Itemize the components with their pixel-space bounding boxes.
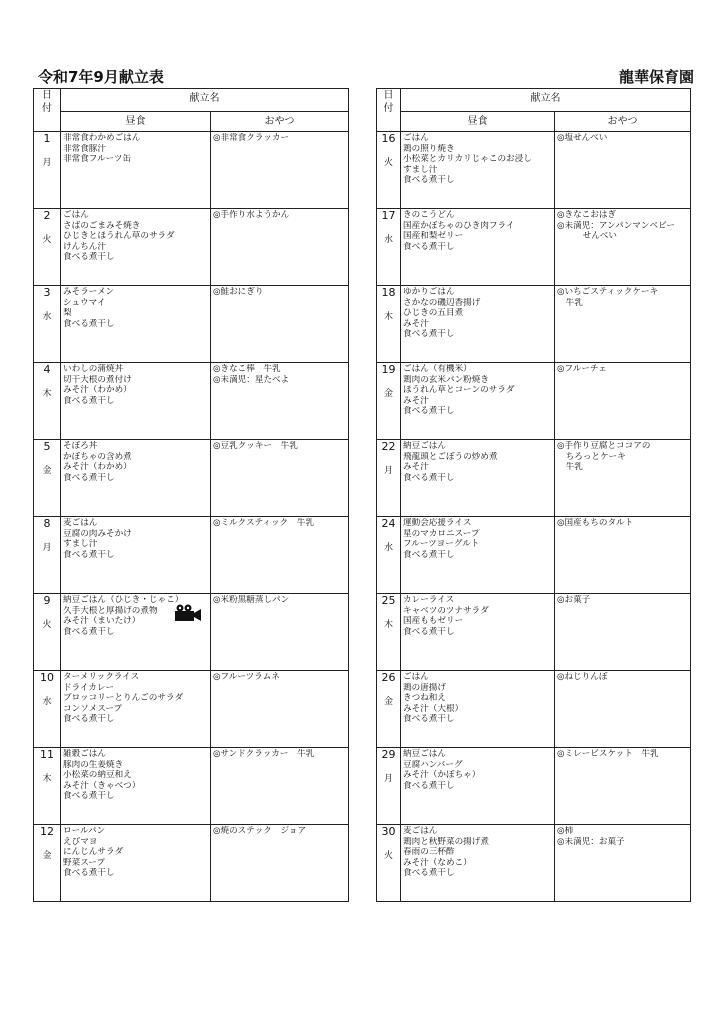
day-of-week: 金 [42,851,52,861]
lunch-item: 食べる煮干し [403,626,455,637]
lunch-item: みそ汁（わかめ） [63,462,132,473]
date-number: 16 [381,132,396,145]
date-number: 24 [381,517,396,530]
lunch-item: ひじきとほうれん草のサラダ [63,231,175,242]
snack-item: ◎塩せんべい [557,133,608,143]
lunch-cell [61,825,211,902]
snack-cell [211,517,349,594]
lunch-item: かぼちゃの含め煮 [63,451,132,462]
table-row [34,363,349,440]
menu-table-left [33,88,349,902]
date-number: 26 [381,671,396,684]
snack-cell [211,594,349,671]
date-number: 1 [43,132,51,145]
date-number: 30 [381,825,396,838]
date-number: 29 [381,748,396,761]
lunch-cell [61,363,211,440]
lunch-item: 納豆ごはん [403,749,446,759]
date-number: 9 [43,594,51,607]
date-cell [377,517,401,594]
date-cell [34,748,61,825]
day-of-week: 水 [42,312,52,322]
lunch-item: 食べる煮干し [63,791,115,802]
lunch-cell [401,594,555,671]
date-number: 22 [381,440,396,453]
day-of-week: 木 [42,774,52,784]
day-of-week: 金 [383,697,393,707]
day-of-week: 火 [42,235,52,245]
lunch-item: 豆腐の肉みそかけ [63,528,132,539]
day-of-week: 火 [42,620,52,630]
lunch-item: 非常食フルーツ缶 [63,154,132,165]
day-of-week: 水 [383,543,393,553]
lunch-item: さかなの磯辺香揚げ [403,297,481,308]
snack-item: 牛乳 [557,462,583,473]
day-of-week: 水 [383,235,393,245]
lunch-cell [401,440,555,517]
header-date-line1: 日 [42,90,52,101]
date-cell [34,363,61,440]
date-cell [34,286,61,363]
lunch-item: すまし汁 [63,539,98,550]
lunch-item: きつね和え [403,693,446,704]
lunch-item: 麦ごはん [403,826,438,836]
day-of-week: 月 [383,774,393,784]
snack-item: ◎未満児：お菓子 [557,836,625,847]
snack-cell [555,132,691,209]
table-row [377,132,691,209]
header-date-line2: 付 [42,103,52,114]
table-row [377,363,691,440]
table-row [377,594,691,671]
date-cell [34,440,61,517]
table-row [34,517,349,594]
day-of-week: 月 [42,158,52,168]
lunch-item: 飛龍頭とごぼうの炒め煮 [403,451,498,462]
lunch-item: みそ汁（大根） [403,703,464,714]
lunch-item: 麦ごはん [63,518,98,528]
day-of-week: 木 [383,312,393,322]
lunch-item: いわしの蒲焼丼 [63,364,124,374]
date-number: 4 [43,363,51,376]
date-cell [34,594,61,671]
snack-item: ◎手作り豆腐とココアの [557,441,651,451]
lunch-cell [61,209,211,286]
date-number: 18 [381,286,396,299]
lunch-item: みそ汁（わかめ） [63,385,132,396]
lunch-item: みそ汁（まいたけ） [63,616,141,627]
lunch-item: 雑穀ごはん [63,749,106,759]
header-snack: おやつ [555,112,691,132]
day-of-week: 火 [383,851,393,861]
lunch-item: キャベツのツナサラダ [403,605,489,616]
lunch-item: ブロッコリーとりんごのサラダ [63,693,184,704]
lunch-item: 食べる煮干し [403,241,455,252]
date-cell [34,825,61,902]
snack-item: せんべい [557,231,617,242]
table-row [34,825,349,902]
snack-cell [211,363,349,440]
snack-item: ◎未満児：アンパンマンベビー [557,220,675,231]
snack-item: ちろっとケーキ [557,451,626,462]
header-lunch: 昼食 [401,112,555,132]
snack-cell [555,594,691,671]
lunch-item: 国産ももゼリー [403,616,464,627]
table-row [377,517,691,594]
lunch-cell [401,363,555,440]
snack-item: ◎未満児：星たべよ [213,374,290,385]
date-cell [377,286,401,363]
lunch-item: 豆腐ハンバーグ [403,759,463,770]
lunch-item: 国産かぼちゃのひき肉フライ [403,220,515,231]
date-number: 10 [40,671,54,684]
header-kondate: 献立名 [61,89,349,112]
date-cell [377,594,401,671]
snack-item: ◎国産もちのタルト [557,518,634,528]
lunch-item: 食べる煮干し [403,714,455,725]
lunch-item: 野菜スープ [63,857,106,868]
snack-item: ◎鮭おにぎり [213,287,264,297]
lunch-item: ごはん [403,133,429,143]
lunch-cell [61,748,211,825]
lunch-item: ほうれん草とコーンのサラダ [403,385,515,396]
lunch-item: コンソメスープ [63,703,123,714]
date-number: 3 [43,286,51,299]
header-date [34,89,61,132]
video-camera-icon [174,604,202,622]
lunch-item: みそ汁 [403,395,429,406]
lunch-item: ひじきの五目煮 [403,308,464,319]
date-number: 2 [43,209,51,222]
lunch-item: 食べる煮干し [63,714,115,725]
lunch-item: ごはん [63,210,89,220]
lunch-item: 食べる煮干し [63,549,115,560]
snack-item: ◎米粉黒糖蒸しパン [213,595,290,605]
lunch-item: 鶏の照り焼き [403,143,455,154]
page-title: 令和7年9月献立表 [38,68,164,86]
date-number: 25 [381,594,396,607]
table-row [377,209,691,286]
lunch-item: 納豆ごはん（ひじき・じゃこ） [63,595,184,605]
snack-item: ◎柿 [557,826,574,836]
table-row [34,209,349,286]
snack-item: ◎きなこおはぎ [557,210,617,220]
snack-cell [555,517,691,594]
lunch-item: けんちん汁 [63,241,106,252]
snack-cell [555,286,691,363]
lunch-item: 食べる煮干し [403,472,455,483]
lunch-item: すまし汁 [403,164,438,175]
lunch-item: 国産和梨ゼリー [403,231,464,242]
lunch-item: 小松菜の納豆和え [63,770,132,781]
snack-cell [211,825,349,902]
lunch-item: カレーライス [403,595,455,605]
lunch-item: みそ汁（きゃべつ） [63,780,141,791]
lunch-item: 鶏肉と秋野菜の揚げ煮 [403,836,489,847]
lunch-cell [401,671,555,748]
lunch-item: 梨 [63,308,72,319]
snack-cell [211,132,349,209]
table-row [34,286,349,363]
lunch-item: 星のマカロニスープ [403,528,480,539]
lunch-item: えびマヨ [63,836,98,847]
lunch-item: みそ汁 [403,318,429,329]
lunch-cell [401,132,555,209]
day-of-week: 金 [383,389,393,399]
lunch-item: 久手大根と厚揚げの煮物 [63,605,158,616]
snack-cell [555,825,691,902]
date-number: 12 [40,825,54,838]
snack-item: 牛乳 [557,297,583,308]
lunch-cell [61,671,211,748]
header-snack: おやつ [211,112,349,132]
snack-cell [211,440,349,517]
table-row [377,825,691,902]
date-cell [377,132,401,209]
table-row [34,440,349,517]
date-cell [34,132,61,209]
date-number: 17 [381,209,396,222]
table-row [377,748,691,825]
lunch-item: みそ汁（かぼちゃ） [403,770,481,781]
lunch-item: 食べる煮干し [63,868,115,879]
snack-item: ◎きなこ棒 牛乳 [213,364,281,374]
lunch-item: みそ汁 [403,462,429,473]
date-cell [377,825,401,902]
table-row [34,748,349,825]
date-number: 19 [381,363,396,376]
date-cell [34,209,61,286]
lunch-cell [401,825,555,902]
lunch-item: 食べる煮干し [63,626,115,637]
lunch-item: フルーツヨーグルト [403,539,480,550]
table-row [377,671,691,748]
date-number: 11 [40,748,54,761]
snack-cell [211,748,349,825]
day-of-week: 木 [383,620,393,630]
table-row [377,286,691,363]
date-cell [34,517,61,594]
lunch-cell [61,286,211,363]
date-number: 8 [43,517,51,530]
lunch-item: 鶏肉の玄米パン粉焼き [403,374,489,385]
lunch-item: 非常食豚汁 [63,143,106,154]
lunch-cell [401,748,555,825]
snack-item: ◎いちごスティックケーキ [557,287,659,297]
lunch-item: 切干大根の煮付け [63,374,132,385]
lunch-cell [401,517,555,594]
table-row [34,132,349,209]
snack-item: ◎焼のステック ジョア [213,826,307,836]
lunch-item: そぼろ丼 [63,441,98,451]
lunch-item: 食べる煮干し [63,395,115,406]
day-of-week: 金 [42,466,52,476]
snack-item: ◎ねじりんぼ [557,672,608,682]
lunch-item: 食べる煮干し [63,318,115,329]
date-cell [377,671,401,748]
lunch-item: 非常食わかめごはん [63,133,141,143]
lunch-item: 食べる煮干し [403,549,455,560]
header-date-line2: 付 [383,103,394,114]
lunch-item: ゆかりごはん [403,287,455,297]
snack-item: ◎ミレービスケット 牛乳 [557,749,659,759]
lunch-item: きのこうどん [403,210,455,220]
lunch-item: にんじんサラダ [63,847,124,858]
day-of-week: 月 [383,466,393,476]
date-number: 5 [43,440,51,453]
snack-item: ◎フルーツラムネ [213,672,280,682]
lunch-cell [61,132,211,209]
lunch-item: 食べる煮干し [403,406,455,417]
organization-name: 龍華保育園 [618,68,694,86]
header-date [377,89,401,132]
lunch-cell [61,440,211,517]
lunch-item: 食べる煮干し [403,780,455,791]
day-of-week: 木 [42,389,52,399]
lunch-item: ごはん [403,672,429,682]
lunch-item: 春雨の三杯酢 [403,847,455,858]
snack-cell [555,671,691,748]
snack-item: ◎フルーチェ [557,364,607,374]
lunch-item: 食べる煮干し [403,329,455,340]
lunch-item: ターメリックライス [63,672,140,682]
lunch-item: 食べる煮干し [63,472,115,483]
lunch-item: 豚肉の生姜焼き [63,759,124,770]
snack-item: ◎お菓子 [557,595,591,605]
lunch-item: みそ汁（なめこ） [403,857,472,868]
header-date-line1: 日 [383,90,394,101]
snack-item: ◎手作り水ようかん [213,210,290,220]
lunch-cell [401,209,555,286]
snack-item: ◎豆乳クッキー 牛乳 [213,441,298,451]
lunch-item: 小松菜とカリカリじゃこのお浸し [403,154,532,165]
lunch-item: 鶏の唐揚げ [403,682,446,693]
lunch-item: 食べる煮干し [403,175,455,186]
table-row [34,671,349,748]
table-row [377,440,691,517]
lunch-item: 食べる煮干し [403,868,455,879]
lunch-cell [401,286,555,363]
date-cell [377,440,401,517]
day-of-week: 水 [42,697,52,707]
date-cell [377,209,401,286]
snack-cell [555,209,691,286]
day-of-week: 火 [383,158,393,168]
header-kondate: 献立名 [401,89,691,112]
header-lunch: 昼食 [61,112,211,132]
lunch-item: 食べる煮干し [63,252,115,263]
snack-cell [211,286,349,363]
lunch-item: ドライカレー [63,682,115,693]
snack-cell [555,440,691,517]
menu-table-right [376,88,691,902]
snack-item: ◎非常食クラッカー [213,133,290,143]
lunch-cell [61,517,211,594]
lunch-item: ロールパン [63,826,106,836]
lunch-item: さばのごまみそ焼き [63,220,141,231]
snack-cell [555,363,691,440]
lunch-item: シュウマイ [63,297,106,308]
lunch-item: 納豆ごはん [403,441,446,451]
lunch-item: 運動会応援ライス [403,518,472,528]
snack-item: ◎ミルクスティック 牛乳 [213,518,314,528]
day-of-week: 月 [42,543,52,553]
snack-cell [211,671,349,748]
date-cell [377,363,401,440]
date-cell [34,671,61,748]
lunch-item: ごはん（有機米） [403,364,472,374]
snack-cell [211,209,349,286]
lunch-item: みそラーメン [63,287,115,297]
snack-cell [555,748,691,825]
date-cell [377,748,401,825]
snack-item: ◎サンドクラッカー 牛乳 [213,749,315,759]
